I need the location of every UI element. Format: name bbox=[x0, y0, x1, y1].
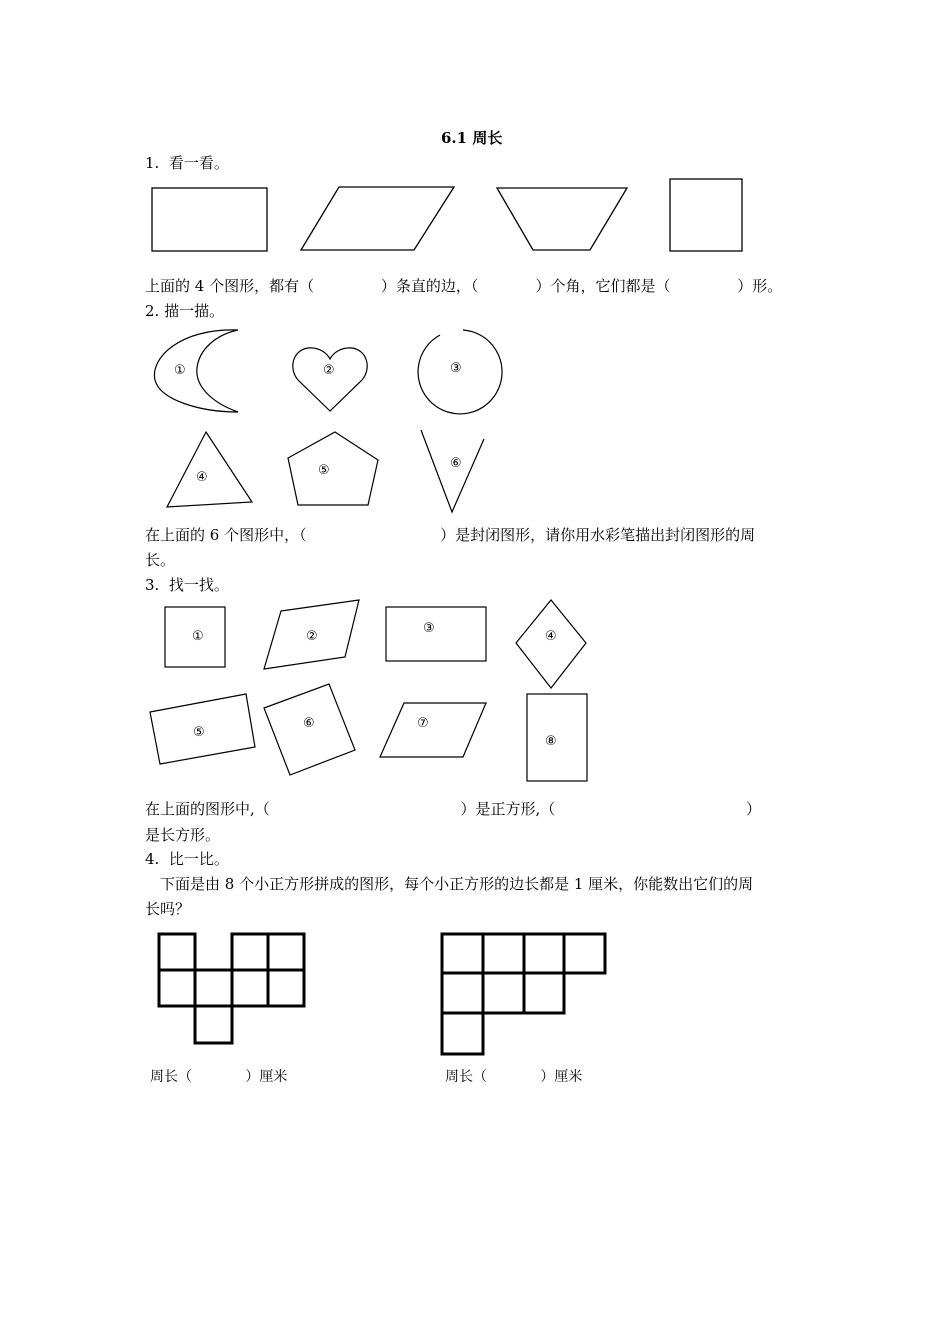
q2-label-1: ① bbox=[174, 363, 186, 378]
q3-label-8: ⑧ bbox=[545, 734, 557, 749]
q2-heading: 2. 描一描。 bbox=[145, 302, 225, 320]
q3-label-3: ③ bbox=[423, 621, 435, 636]
q3-label-4: ④ bbox=[545, 629, 557, 644]
q2-label-5: ⑤ bbox=[318, 463, 330, 478]
q4-left-figure bbox=[159, 934, 304, 1043]
q2-label-6: ⑥ bbox=[450, 456, 462, 471]
q2-label-4: ④ bbox=[196, 470, 208, 485]
q1-heading: 1. 看一看。 bbox=[145, 154, 229, 172]
q3-label-5: ⑤ bbox=[193, 725, 205, 740]
q3-label-7: ⑦ bbox=[417, 716, 429, 731]
q2-sentence-line1: 在上面的 6 个图形中，（ ）是封闭图形，请你用水彩笔描出封闭图形的周 bbox=[145, 526, 756, 544]
q2-label-3: ③ bbox=[450, 361, 462, 376]
q2-sentence-line2: 长。 bbox=[145, 551, 176, 569]
q3-sentence-line2: 是长方形。 bbox=[145, 826, 221, 844]
q4-heading: 4. 比一比。 bbox=[145, 850, 229, 868]
q3-label-6: ⑥ bbox=[303, 716, 315, 731]
q1-sentence: 上面的 4 个图形，都有（ ）条直的边，（ ）个角，它们都是（ ）形。 bbox=[145, 277, 783, 295]
q4-right-figure bbox=[442, 934, 605, 1054]
page-title: 6.1 周长 bbox=[441, 129, 503, 147]
q2-label-2: ② bbox=[323, 363, 335, 378]
q4-intro-line2: 长吗？ bbox=[145, 900, 191, 918]
q4-answer-right: 周长（ ）厘米 bbox=[445, 1069, 583, 1085]
q3-sentence-line1: 在上面的图形中,（ ）是正方形,（ ） bbox=[145, 800, 761, 818]
q3-label-2: ② bbox=[306, 629, 318, 644]
q4-answer-left: 周长（ ）厘米 bbox=[150, 1069, 288, 1085]
q3-label-1: ① bbox=[192, 629, 204, 644]
q3-heading: 3. 找一找。 bbox=[145, 576, 229, 594]
q4-intro-line1: 下面是由 8 个小正方形拼成的图形，每个小正方形的边长都是 1 厘米，你能数出它们的周 bbox=[160, 875, 754, 893]
